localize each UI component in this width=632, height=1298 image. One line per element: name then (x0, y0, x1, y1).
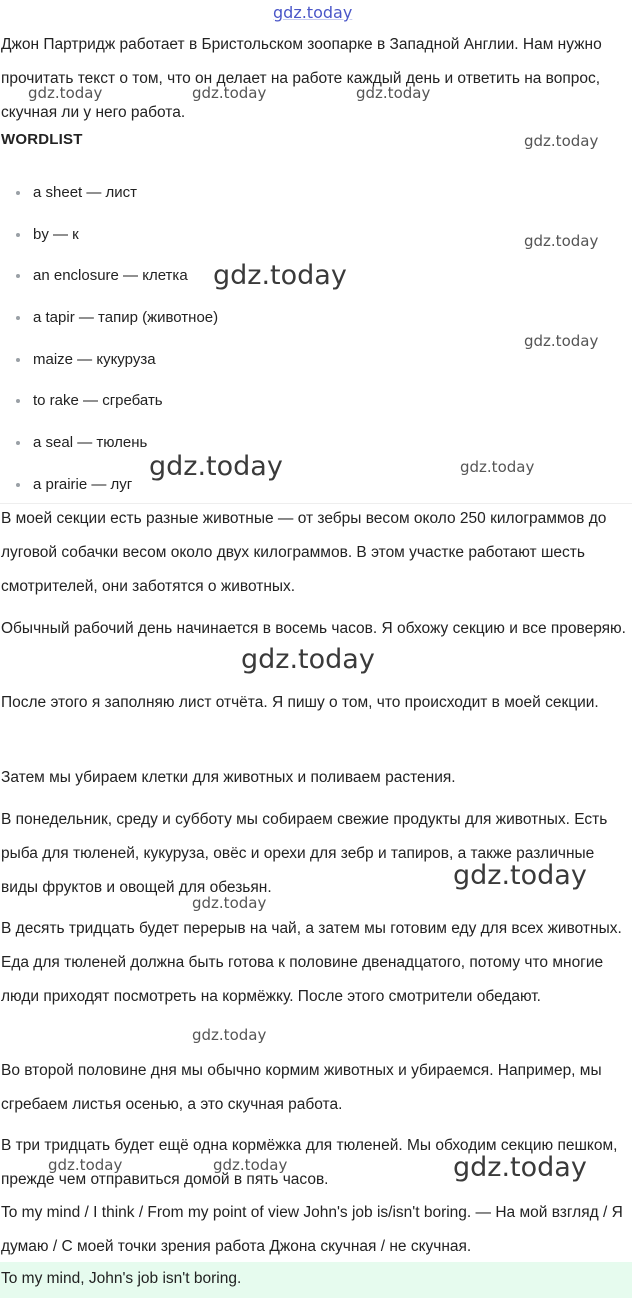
watermark: gdz.today (213, 260, 347, 291)
bullet-icon (16, 358, 20, 362)
watermark: gdz.today (213, 1156, 288, 1174)
wordlist-item: maize — кукуруза (0, 339, 632, 381)
wordlist-item: a seal — тюлень (0, 422, 632, 464)
wordlist-item: a prairie — луг (0, 464, 632, 506)
text-paragraph: В моей секции есть разные животные — от зебры весом около 250 килограммов до луговой собачки весом около двух килограммов. В этом участке работают шесть смотрителей, они заботятся о животных. (1, 510, 607, 595)
text-paragraph: После этого я заполняю лист отчёта. Я пишу о том, что происходит в моей секции. (1, 694, 599, 711)
wordlist-item: an enclosure — клетка (0, 255, 632, 297)
watermark: gdz.today (524, 132, 599, 150)
watermark: gdz.today (524, 232, 599, 250)
watermark: gdz.today (48, 1156, 123, 1174)
watermark: gdz.today (453, 1152, 587, 1183)
watermark: gdz.today (524, 332, 599, 350)
bullet-icon (16, 483, 20, 487)
text-paragraph: В десять тридцать будет перерыв на чай, а затем мы готовим еду для всех животных. Еда для тюленей должна быть готова к половине двенадцатого, потому что многие люди приходят посмотреть на кормёжку. После этого смотрители обедают. (1, 920, 622, 1005)
bullet-icon (16, 233, 20, 237)
wordlist-item: to rake — сгребать (0, 380, 632, 422)
bullet-icon (16, 316, 20, 320)
watermark: gdz.today (460, 458, 535, 476)
text-paragraph: To my mind / I think / From my point of view John's job is/isn't boring. — На мой взгляд / Я думаю / С моей точки зрения работа Джона скучная / не скучная. (1, 1204, 623, 1255)
intro-text: Джон Партридж работает в Бристольском зоопарке в Западной Англии. Нам нужно прочитать текст о том, что он делает на работе каждый день и ответить на вопрос, скучная ли у него работа. (1, 36, 602, 121)
watermark: gdz.today (356, 84, 431, 102)
watermark: gdz.today (149, 451, 283, 482)
bullet-icon (16, 274, 20, 278)
text-paragraph: В три тридцать будет ещё одна кормёжка для тюленей. Мы обходим секцию пешком, прежде чем отправиться домой в пять часов. (1, 1137, 618, 1188)
watermark: gdz.today (192, 1026, 267, 1044)
watermark: gdz.today (241, 644, 375, 675)
bullet-icon (16, 441, 20, 445)
wordlist-heading: WORDLIST (1, 131, 83, 148)
text-paragraph: Затем мы убираем клетки для животных и поливаем растения. (1, 769, 456, 786)
watermark-link[interactable]: gdz.today (273, 3, 353, 22)
text-paragraph: Во второй половине дня мы обычно кормим животных и убираемся. Например, мы сгребаем листья осенью, а это скучная работа. (1, 1062, 602, 1113)
watermark: gdz.today (28, 84, 103, 102)
answer-box: To my mind, John's job isn't boring. (0, 1262, 632, 1298)
watermark: gdz.today (453, 860, 587, 891)
text-paragraph: Обычный рабочий день начинается в восемь часов. Я обхожу секцию и все проверяю. (1, 620, 626, 637)
watermark: gdz.today (192, 84, 267, 102)
wordlist-item: a sheet — лист (0, 172, 632, 214)
text-paragraph: В понедельник, среду и субботу мы собираем свежие продукты для животных. Есть рыба для тюленей, кукуруза, овёс и орехи для зебр и тапиров, а также различные виды фруктов и овощей для обезьян. (1, 811, 608, 896)
wordlist-item: by — к (0, 214, 632, 256)
watermark: gdz.today (192, 894, 267, 912)
bullet-icon (16, 191, 20, 195)
wordlist-item: a tapir — тапир (животное) (0, 297, 632, 339)
bullet-icon (16, 399, 20, 403)
